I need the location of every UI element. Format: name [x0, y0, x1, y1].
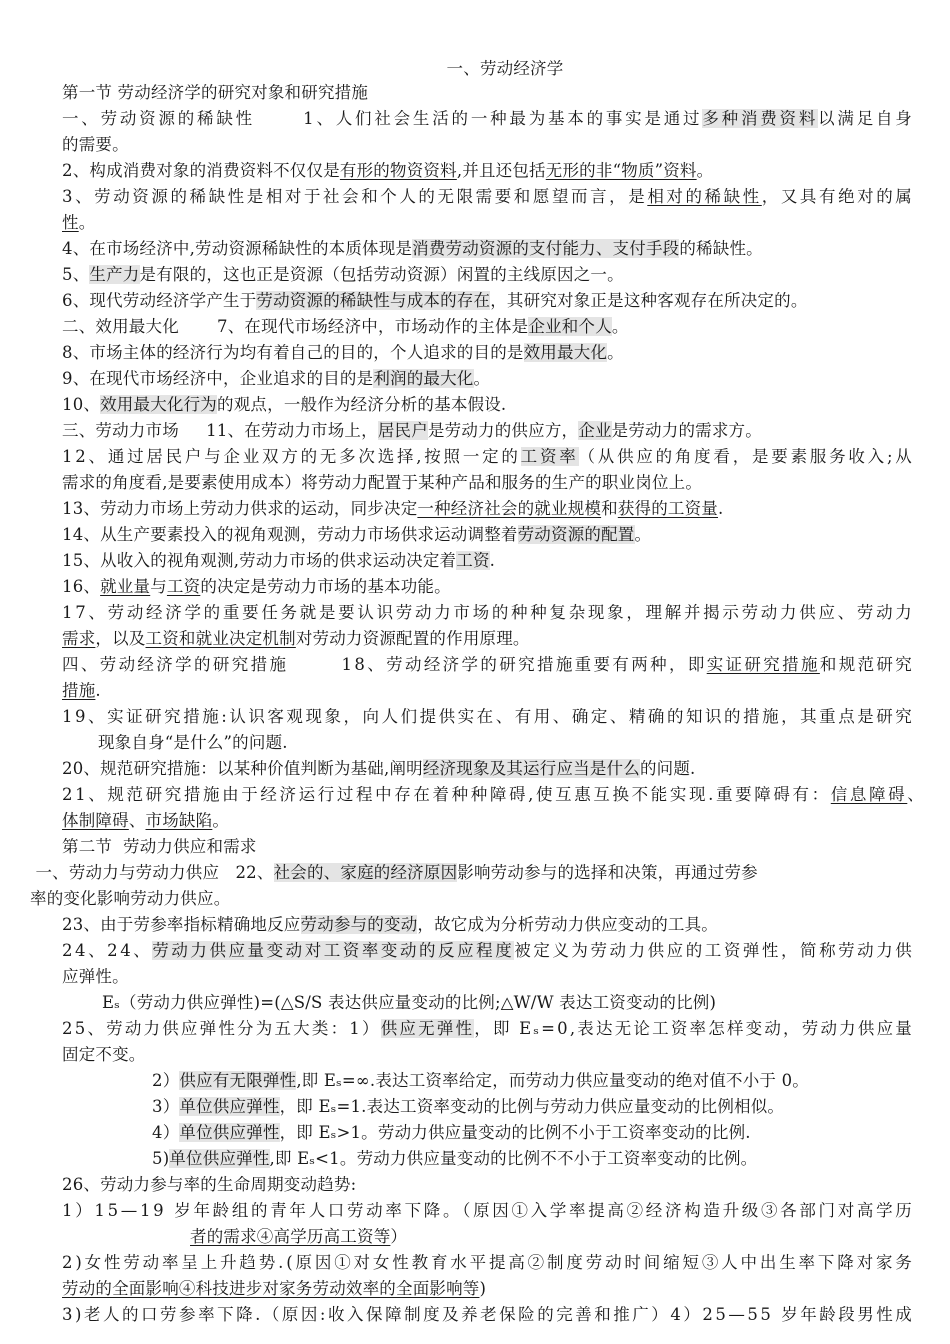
- line-text: 4）: [152, 1123, 180, 1142]
- underlined-text: 相对的稀缺性: [647, 187, 762, 206]
- document-line: [152, 1146, 757, 1172]
- highlighted-text: 效用最大化行为: [100, 395, 218, 414]
- highlighted-text: 工资: [456, 551, 490, 570]
- line-text: 一、劳动力与劳动力供应 22、: [30, 863, 274, 882]
- highlighted-text: 单位供应弹性: [179, 1097, 280, 1116]
- line-text: ，故它成为分析劳动力供应变动的工具。: [417, 915, 719, 934]
- line-text: 。: [473, 369, 491, 388]
- line-text: （从供应的角度看，是要素服务收入;从: [578, 447, 915, 466]
- line-text: 、: [128, 811, 146, 830]
- document-line: [62, 1016, 914, 1042]
- line-text: 以满足自身: [818, 109, 915, 128]
- line-text: 的问题.: [639, 759, 696, 778]
- line-text: 是劳动力的需求方。: [611, 421, 762, 440]
- document-line: [62, 678, 101, 704]
- document-line: [62, 964, 129, 990]
- line-text: 四、劳动经济学的研究措施 18、劳动经济学的研究措施重要有两种，即: [62, 655, 707, 674]
- line-text: 2、构成消费对象的消费资料不仅仅是: [62, 161, 340, 180]
- line-text: 。: [78, 213, 96, 232]
- line-text: 21、规范研究措施由于经济运行过程中存在着种种障碍,使互惠互换不能实现.重要障碍有：: [62, 785, 831, 804]
- document-line: [62, 210, 95, 236]
- line-text: 23、由于劳参率指标精确地反应: [62, 915, 301, 934]
- document-line: [62, 158, 713, 184]
- line-text: 10、: [62, 395, 101, 414]
- document-line: [152, 1094, 784, 1120]
- line-text: 影响劳动参与的选择和决策，再通过劳参: [457, 863, 758, 882]
- line-text: .: [95, 681, 101, 700]
- document-line: [62, 184, 914, 210]
- line-text: .: [718, 499, 724, 518]
- line-text: 26、劳动力参与率的生命周期变动趋势:: [62, 1175, 357, 1194]
- highlighted-text: 多种消费资料: [702, 109, 819, 128]
- document-line: [62, 1198, 915, 1224]
- line-text: .: [489, 551, 496, 570]
- line-text: ①对女性教育水平提高②制度劳动时间缩短③人中出生率下降对家务: [334, 1253, 915, 1272]
- underlined-text: 市场缺陷: [145, 811, 213, 830]
- line-text: 。: [696, 161, 714, 180]
- highlighted-text: 社会的、家庭的经济原因: [273, 863, 458, 882]
- line-text: 和: [601, 499, 618, 518]
- line-text: ）: [390, 1227, 408, 1246]
- line-text: ，即 Eₛ=0,表达无论工资率怎样变动，劳动力供应量: [474, 1019, 915, 1038]
- underlined-text: 有形的物资资料: [339, 161, 457, 180]
- line-text: 3、劳动资源的稀缺性是相对于社会和个人的无限需要和愿望而言，是: [62, 187, 648, 206]
- document-line: [62, 522, 651, 548]
- line-text: 规范研究: [838, 655, 915, 674]
- document-line: [152, 1120, 751, 1146]
- line-text: 与: [150, 577, 167, 596]
- document-line: [98, 730, 288, 756]
- underlined-text: 工资和就业决定机制: [145, 629, 296, 648]
- document-line: [62, 782, 926, 808]
- line-text: ，以及: [95, 629, 146, 648]
- highlighted-text: 单位供应弹性: [169, 1149, 270, 1168]
- highlighted-text: 消费劳动资源的支付能力、支付手段: [412, 239, 680, 258]
- highlighted-text: 劳动力供应量变动对工资率变动的反应程度: [152, 941, 515, 960]
- line-text: 2)女性劳动率呈上升趋势.(原因: [62, 1253, 335, 1272]
- line-text: 24、24、: [62, 941, 153, 960]
- document-line: [62, 1250, 915, 1276]
- line-text: 3)老人的口劳参率下降.（原因:收入保障制度及养老保险的完善和推广）4）25—55 岁年龄段男性成: [62, 1305, 915, 1324]
- underlined-text: 需求: [62, 629, 96, 648]
- line-text: 第一节 劳动经济学的研究对象和研究措施: [62, 83, 369, 102]
- document-line: [190, 1224, 407, 1250]
- highlighted-text: 工资率: [520, 447, 579, 466]
- line-text: Eₛ（劳动力供应弹性)=(△S/S 表达供应量变动的比例;△W/W 表达工资变动的比例): [102, 993, 717, 1012]
- document-line: [62, 808, 229, 834]
- line-text: 二、效用最大化 7、在现代市场经济中，市场动作的主体是: [62, 317, 529, 336]
- highlighted-text: 居民户: [377, 421, 428, 440]
- line-text: 第二节 劳动力供应和需求: [62, 837, 257, 856]
- line-text: 6、现代劳动经济学产生于: [62, 291, 257, 310]
- document-line: [62, 236, 763, 262]
- highlighted-text: 经济现象及其运行应当是什么: [422, 759, 640, 778]
- line-text: 19、实证研究措施:认识客观现象，向人们提供实在、有用、确定、精确的知识的措施，其重点是研究: [62, 707, 915, 726]
- underlined-text: 实证研究措施: [706, 655, 820, 674]
- line-text: 的需要。: [62, 135, 129, 154]
- line-text: 14、从生产要素投入的视角观测，劳动力市场供求运动调整着: [62, 525, 518, 544]
- line-text: 、: [907, 785, 927, 804]
- line-text: 16、: [62, 577, 101, 596]
- line-text: 的决定是劳动力市场的基本功能。: [200, 577, 451, 596]
- document-line: [62, 80, 368, 106]
- document-line: [62, 366, 490, 392]
- document-line: [62, 834, 257, 860]
- highlighted-text: 利润的最大化: [373, 369, 474, 388]
- line-text: 5、: [62, 265, 90, 284]
- document-line: [62, 704, 914, 730]
- line-text: 固定不变。: [62, 1045, 146, 1064]
- underlined-text: 无形的非“物质”资料: [545, 161, 697, 180]
- line-text: 12、通过居民户与企业双方的无多次选择,按照一定的: [62, 447, 521, 466]
- highlighted-text: 效用最大化: [523, 343, 608, 362]
- line-text: 三、劳动力市场 11、在劳动力市场上，: [62, 421, 378, 440]
- underlined-text: 措施: [62, 681, 96, 700]
- line-text: ，其研究对象正是这种客观存在所决定的。: [490, 291, 808, 310]
- document-line: [62, 392, 506, 418]
- document-line: [62, 340, 624, 366]
- line-text: 4、在市场经济中,劳动资源稀缺性的本质体现是: [62, 239, 413, 258]
- line-text: 25、劳动力供应弹性分为五大类：1）: [62, 1019, 381, 1038]
- line-text: ,即 Eₛ<1。劳动力供应量变动的比例不不小于工资率变动的比例。: [269, 1149, 758, 1168]
- line-text: ，又: [761, 187, 800, 206]
- highlighted-text: 企业: [578, 421, 612, 440]
- line-text: ①入学率提高②经济构造升级③各部门对高学历: [511, 1201, 915, 1220]
- document-line: [102, 990, 716, 1016]
- line-text: 。: [634, 525, 652, 544]
- line-text: 现象自身“是什么”的问题.: [98, 733, 288, 752]
- document-line: [62, 548, 495, 574]
- line-text: 一、劳动资源的稀缺性 1、人们社会生活的一种最为基本的事实是通过: [62, 109, 703, 128]
- line-text: 具有绝对的属: [799, 187, 915, 206]
- line-text: 8、市场主体的经济行为均有着自己的目的，个人追求的目的是: [62, 343, 524, 362]
- line-text: 13、劳动力市场上劳动力供求的运动，同步决定: [62, 499, 418, 518]
- document-line: [62, 288, 808, 314]
- document-line: [62, 652, 914, 678]
- underlined-text: 获得的工资量: [617, 499, 719, 518]
- highlighted-text: 劳动资源的配置: [517, 525, 635, 544]
- document-line: [62, 1042, 146, 1068]
- line-text: ,即 Eₛ=∞.表达工资率给定，而劳动力供应量变动的绝对值不小于 0。: [296, 1071, 809, 1090]
- line-text: 5): [152, 1149, 170, 1168]
- document-line: [152, 1068, 809, 1094]
- highlighted-text: 供应无弹性: [380, 1019, 475, 1038]
- underlined-text: 劳动的全面影响④科技进步对家务劳动效率的全面影响等: [62, 1279, 480, 1298]
- document-line: [62, 444, 915, 470]
- underlined-text: 者的需求④高学历高工资等: [190, 1227, 391, 1246]
- document-line: [30, 860, 758, 886]
- line-text: 对劳动力资源配置的作用原理。: [295, 629, 530, 648]
- document-line: [62, 470, 702, 496]
- document-line: [62, 106, 915, 132]
- document-line: [62, 756, 696, 782]
- highlighted-text: 供应有无限弹性: [179, 1071, 297, 1090]
- line-text: 。: [611, 317, 629, 336]
- highlighted-text: 企业和个人: [528, 317, 612, 336]
- line-text: 15、从收入的视角观测,劳动力市场的供求运动决定着: [62, 551, 457, 570]
- document-line: [62, 314, 629, 340]
- line-text: 被定义为劳动力供应的工资弹性，简称劳动力供: [514, 941, 915, 960]
- line-text: 17、劳动经济学的重要任务就是要认识劳动力市场的种种复杂现象，理解并揭示: [62, 603, 742, 622]
- document-title: 一、劳动经济学: [446, 59, 564, 78]
- document-line: [62, 418, 762, 444]
- line-text: 应弹性。: [62, 967, 129, 986]
- highlighted-text: 劳动参与的变动: [300, 915, 418, 934]
- document-line: [62, 938, 914, 964]
- underlined-text: 信息障碍: [830, 785, 908, 804]
- line-text: 是劳动力的供应方，: [427, 421, 579, 440]
- document-line: [62, 132, 129, 158]
- line-text: 9、在现代市场经济中，企业追求的目的是: [62, 369, 374, 388]
- line-text: 和: [819, 655, 839, 674]
- document-line: [62, 496, 723, 522]
- highlighted-text: 单位供应弹性: [179, 1123, 280, 1142]
- line-text: 3）: [152, 1097, 180, 1116]
- document-line: [30, 886, 230, 912]
- line-text: ，即 Eₛ=1.表达工资率变动的比例与劳动力供应量变动的比例相似。: [279, 1097, 785, 1116]
- underlined-text: 就业量: [100, 577, 151, 596]
- underlined-text: 一种经济社会的就业规模: [417, 499, 602, 518]
- document-line: [62, 600, 915, 626]
- line-text: ，即 Eₛ>1。劳动力供应量变动的比例不小于工资率变动的比例.: [279, 1123, 751, 1142]
- highlighted-text: 生产力: [89, 265, 140, 284]
- underlined-text: 体制障碍: [62, 811, 129, 830]
- document-line: [62, 626, 530, 652]
- line-text: 。: [607, 343, 624, 362]
- document-line: [62, 574, 451, 600]
- line-text: 是有限的，这也正是资源（包括劳动资源）闲置的主线原因之一。: [139, 265, 624, 284]
- document-line: [62, 262, 624, 288]
- underlined-text: 性: [62, 213, 79, 232]
- document-line: [62, 1172, 356, 1198]
- highlighted-text: 劳动资源的稀缺性与成本的存在: [256, 291, 491, 310]
- line-text: 1）15—19 岁年龄组的青年人口劳动率下降。（原因: [62, 1201, 512, 1220]
- document-line: [62, 1302, 914, 1328]
- document-line: [62, 912, 718, 938]
- line-text: 需求的角度看,是要素使用成本）将劳动力配置于某种产品和服务的生产的职业岗位上。: [62, 473, 703, 492]
- line-text: 的稀缺性。: [679, 239, 763, 258]
- underlined-text: 工资: [166, 577, 201, 596]
- line-text: 。: [212, 811, 230, 830]
- line-text: 劳动力供应、劳动力: [741, 603, 915, 622]
- line-text: 的观点，一般作为经济分析的基本假设.: [217, 395, 507, 414]
- document-line: [62, 1276, 486, 1302]
- line-text: 20、规范研究措施：以某种价值判断为基础,阐明: [62, 759, 423, 778]
- line-text: 2）: [152, 1071, 180, 1090]
- line-text: 率的变化影响劳动力供应。: [30, 889, 231, 908]
- line-text: ,并且还包括: [456, 161, 546, 180]
- line-text: ): [479, 1279, 487, 1298]
